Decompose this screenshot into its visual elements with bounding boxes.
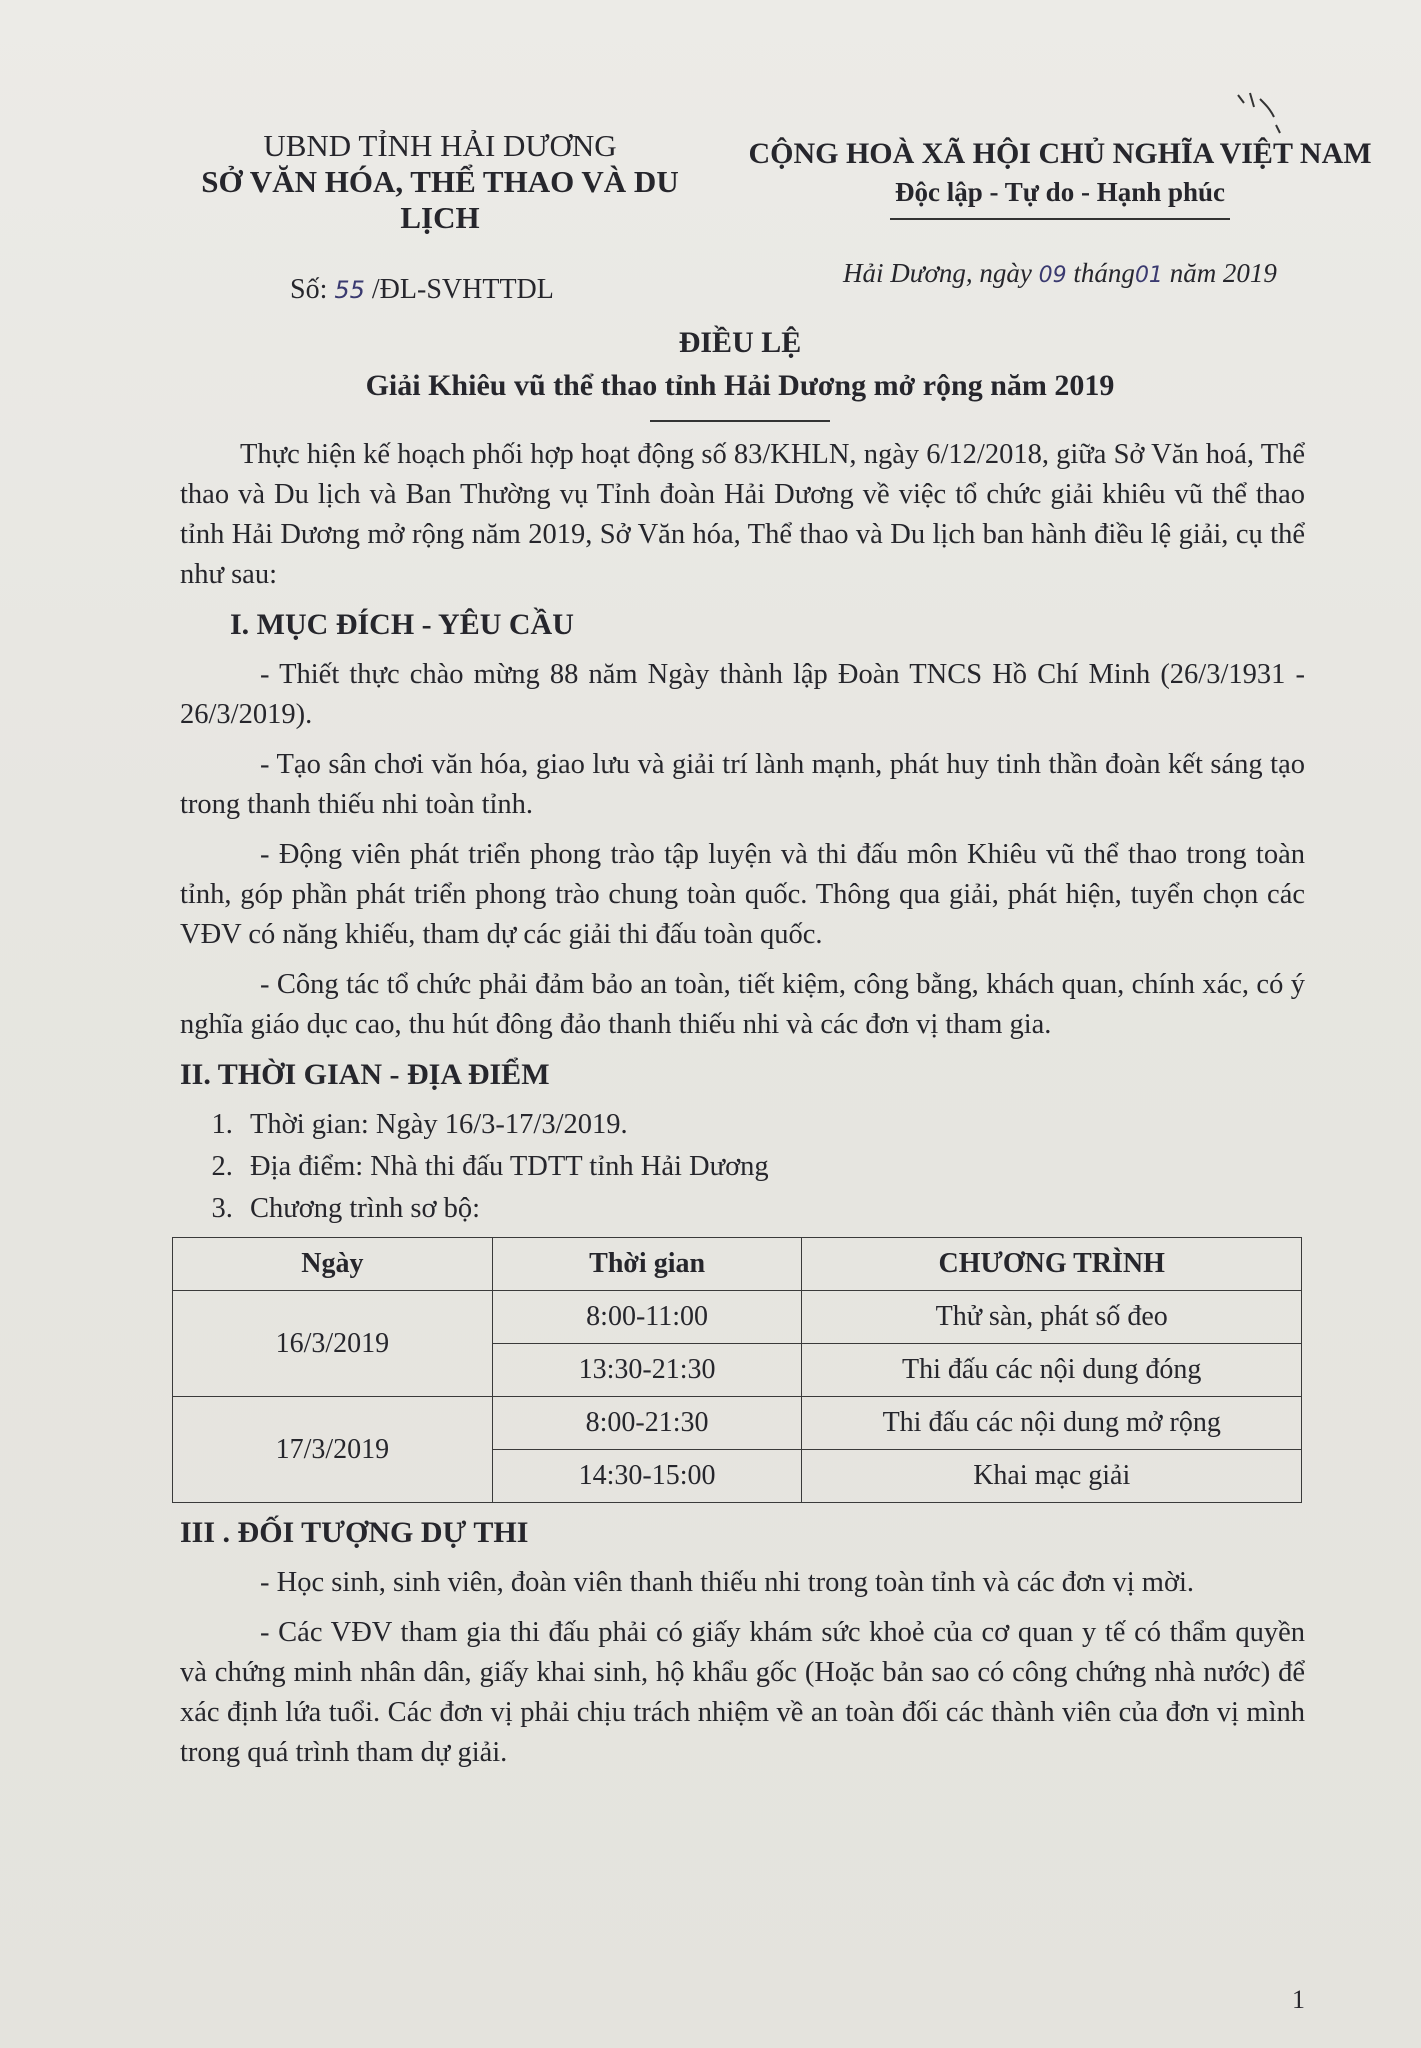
- cell-day-1: 16/3/2019: [173, 1291, 493, 1397]
- date-year: năm 2019: [1169, 258, 1277, 288]
- cell-time: 13:30-21:30: [492, 1344, 802, 1397]
- title-underline: [650, 420, 830, 422]
- page-number: 1: [1292, 1985, 1305, 2014]
- document-body: [180, 435, 1305, 1783]
- title-main: ĐIỀU LỆ: [678, 326, 802, 359]
- issue-date: [730, 258, 1390, 289]
- section-1-paragraph-3: - Động viên phát triển phong trào tập luyện và thi đấu môn Khiêu vũ thể thao trong toàn tỉnh, góp phần phát triển phong trào chung toàn quốc. Thông qua giải, phát hiện, tuyển chọn các VĐV có năng khiếu, tham dự các giải thi đấu toàn quốc.: [180, 839, 1305, 950]
- cell-time: 8:00-11:00: [492, 1291, 802, 1344]
- list-item-venue: 2. Địa điểm: Nhà thi đấu TDTT tỉnh Hải Dương: [240, 1147, 1305, 1187]
- cell-program: Thi đấu các nội dung đóng: [802, 1344, 1302, 1397]
- agency-parent: UBND TỈNH HẢI DƯƠNG: [263, 128, 617, 163]
- header-time: Thời gian: [492, 1238, 802, 1291]
- cell-time: 8:00-21:30: [492, 1397, 802, 1450]
- national-title: CỘNG HOÀ XÃ HỘI CHỦ NGHĨA VIỆT NAM: [748, 137, 1372, 170]
- intro-paragraph: Thực hiện kế hoạch phối hợp hoạt động số 83/KHLN, ngày 6/12/2018, giữa Sở Văn hoá, Thể thao và Du lịch và Ban Thường vụ Tỉnh đoàn Hải Dương về việc tổ chức giải khiêu vũ thể thao tỉnh Hải Dương mở rộng năm 2019, Sở Văn hóa, Thể thao và Du lịch ban hành điều lệ giải, cụ thể như sau:: [180, 439, 1305, 590]
- cell-program: Thi đấu các nội dung mở rộng: [802, 1397, 1302, 1450]
- number-suffix: /ĐL-SVHTTDL: [371, 274, 554, 305]
- number-prefix: Số:: [290, 274, 328, 305]
- cell-time: 14:30-15:00: [492, 1450, 802, 1503]
- section-2-list: [180, 1105, 1305, 1229]
- cell-day-2: 17/3/2019: [173, 1397, 493, 1503]
- section-1-heading: I. MỤC ĐÍCH - YÊU CẦU: [230, 608, 574, 641]
- section-1-paragraph-4: - Công tác tổ chức phải đảm bảo an toàn, tiết kiệm, công bằng, khách quan, chính xác, có ý nghĩa giáo dục cao, thu hút đông đảo thanh thiếu nhi và các đơn vị tham gia.: [180, 969, 1305, 1040]
- date-place: Hải Dương, ngày: [843, 258, 1032, 288]
- table-row: [173, 1291, 1302, 1344]
- agency-name: SỞ VĂN HÓA, THỂ THAO VÀ DU LỊCH: [201, 164, 679, 235]
- number-handwritten: 55: [334, 276, 365, 304]
- table-row: [173, 1397, 1302, 1450]
- list-item-time: 1. Thời gian: Ngày 16/3-17/3/2019.: [240, 1105, 1305, 1145]
- date-month: 01: [1134, 263, 1163, 288]
- section-1-paragraph-2: - Tạo sân chơi văn hóa, giao lưu và giải trí lành mạnh, phát huy tinh thần đoàn kết sáng tạo trong thanh thiếu nhi toàn tỉnh.: [180, 749, 1305, 820]
- motto-underline: [890, 218, 1230, 220]
- section-1-paragraph-1: - Thiết thực chào mừng 88 năm Ngày thành lập Đoàn TNCS Hồ Chí Minh (26/3/1931 - 26/3/2019).: [180, 659, 1305, 730]
- national-motto: Độc lập - Tự do - Hạnh phúc: [894, 177, 1226, 207]
- list-item-program: 3. Chương trình sơ bộ:: [240, 1189, 1305, 1229]
- section-3-paragraph-2: - Các VĐV tham gia thi đấu phải có giấy khám sức khoẻ của cơ quan y tế có thẩm quyền và chứng minh nhân dân, giấy khai sinh, hộ khẩu gốc (Hoặc bản sao có công chứng nhà nước) để xác định lứa tuổi. Các đơn vị phải chịu trách nhiệm về an toàn đối các thành viên của đơn vị mình trong quá trình tham dự giải.: [180, 1617, 1305, 1768]
- section-3-heading: III . ĐỐI TƯỢNG DỰ THI: [180, 1516, 529, 1549]
- section-3-paragraph-1: - Học sinh, sinh viên, đoàn viên thanh thiếu nhi trong toàn tỉnh và các đơn vị mời.: [260, 1567, 1195, 1598]
- issuing-agency-header: [160, 128, 720, 306]
- title-sub: Giải Khiêu vũ thể thao tỉnh Hải Dương mở rộng năm 2019: [365, 369, 1115, 402]
- table-header-row: [173, 1238, 1302, 1291]
- date-day: 09: [1038, 263, 1067, 288]
- document-number: [160, 274, 720, 306]
- section-2-heading: II. THỜI GIAN - ĐỊA ĐIỂM: [180, 1058, 550, 1091]
- cell-program: Thử sàn, phát số đeo: [802, 1291, 1302, 1344]
- schedule-table: [172, 1237, 1302, 1503]
- header-program: CHƯƠNG TRÌNH: [802, 1238, 1302, 1291]
- national-motto-header: [730, 136, 1390, 289]
- header-date: Ngày: [173, 1238, 493, 1291]
- cell-program: Khai mạc giải: [802, 1450, 1302, 1503]
- date-month-label: tháng: [1073, 258, 1135, 288]
- document-title: [170, 322, 1310, 422]
